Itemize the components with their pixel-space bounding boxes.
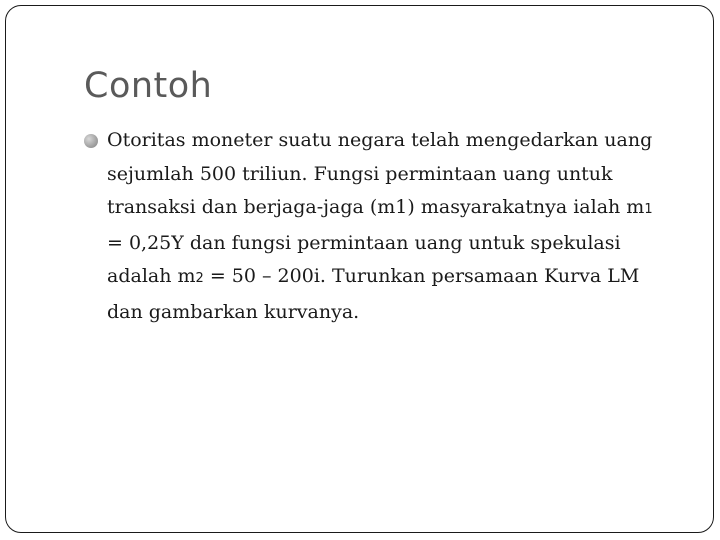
subscript-2: 2: [195, 271, 204, 286]
bullet-list: [84, 124, 664, 329]
bullet-text-part: = 0,25Y dan fungsi permintaan uang untuk spekulasi adalah m: [107, 231, 621, 287]
bullet-text: [107, 129, 653, 323]
bullet-dot-icon: [84, 134, 98, 148]
bullet-text-part: Otoritas moneter suatu negara telah mengedarkan uang sejumlah 500 triliun. Fungsi permintaan uang untuk transaksi dan berjaga-jaga (m1) masyarakatnya ialah m: [107, 129, 653, 218]
slide-frame: [5, 5, 714, 533]
slide-title: Contoh: [84, 66, 213, 106]
subscript-1: 1: [644, 202, 653, 217]
bullet-text-part: = 50 – 200i. Turunkan persamaan Kurva LM dan gambarkan kurvanya.: [107, 265, 640, 323]
bullet-item: [84, 124, 664, 329]
